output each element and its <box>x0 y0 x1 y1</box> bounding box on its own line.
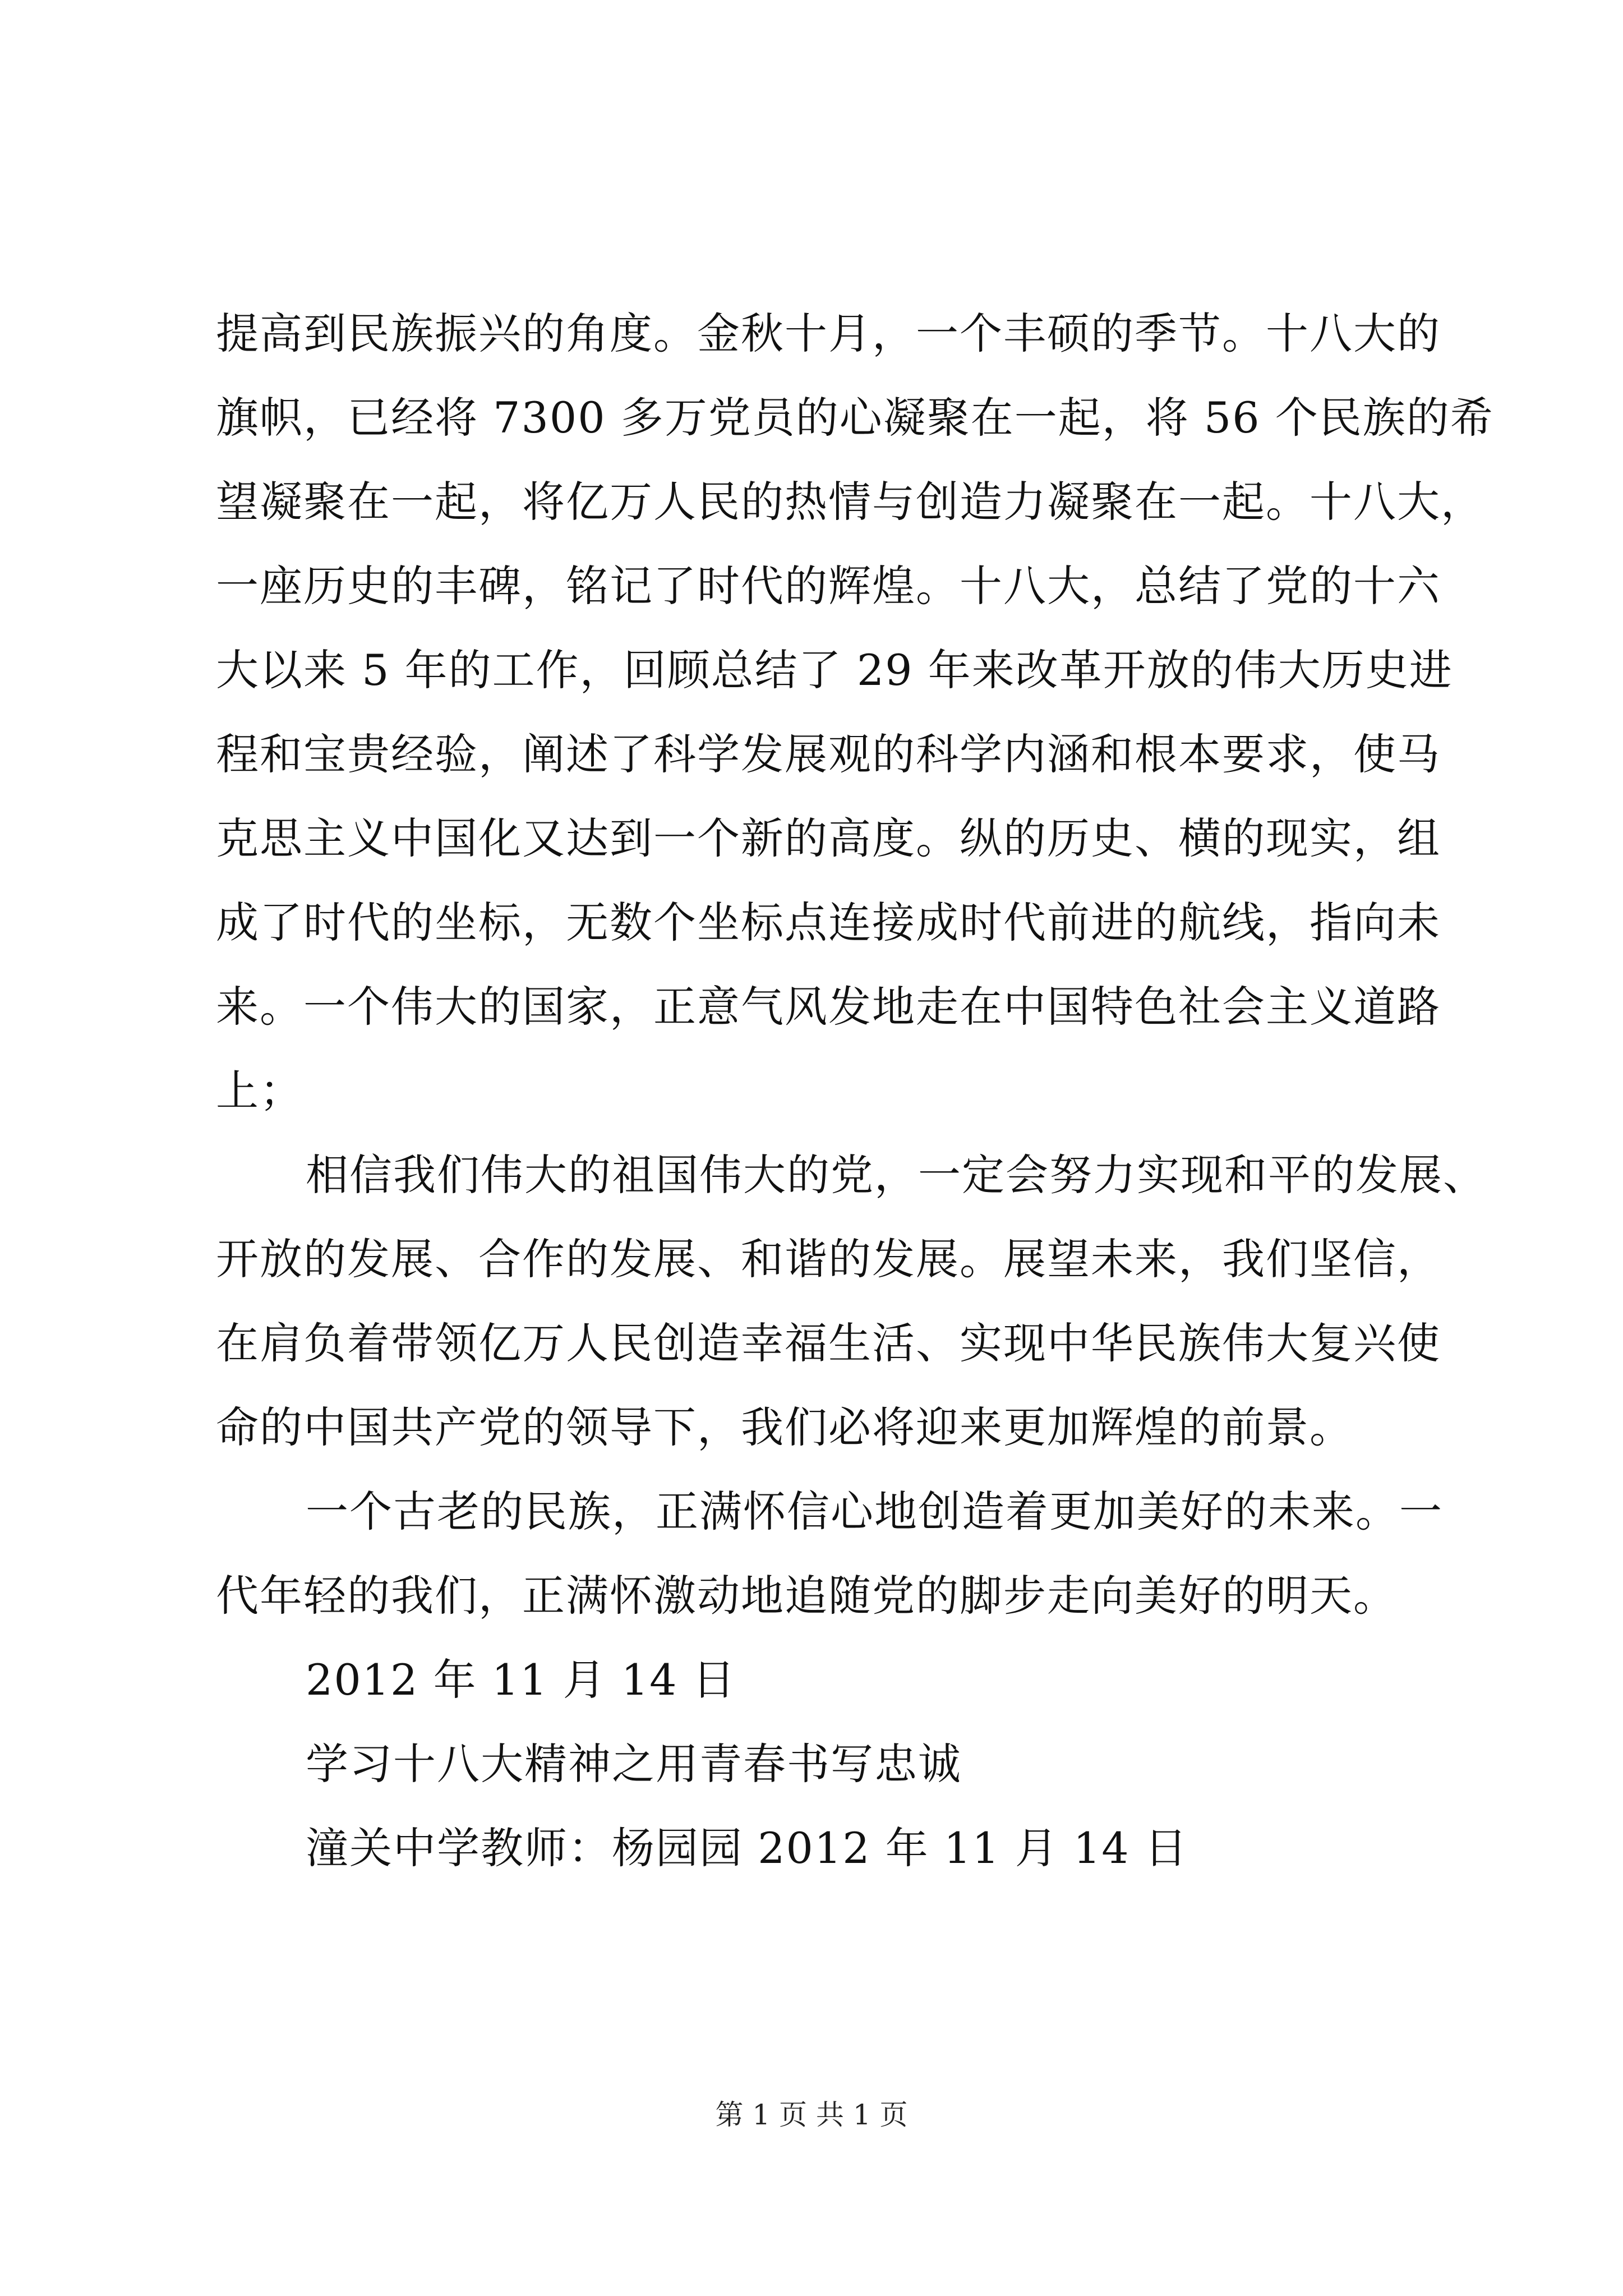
paragraph-2-line: 开放的发展、合作的发展、和谐的发展。展望未来，我们坚信， <box>216 1234 1441 1284</box>
paragraph-1-line: 上； <box>216 1066 303 1116</box>
paragraph-1-line: 成了时代的坐标，无数个坐标点连接成时代前进的航线，指向未 <box>216 898 1441 947</box>
paragraph-1-line: 旗帜，已经将 7300 多万党员的心凝聚在一起，将 56 个民族的希 <box>216 393 1494 443</box>
paragraph-1-line: 大以来 5 年的工作，回顾总结了 29 年来改革开放的伟大历史进 <box>216 645 1453 695</box>
paragraph-3-line: 代年轻的我们，正满怀激动地追随党的脚步走向美好的明天。 <box>216 1571 1397 1621</box>
paragraph-3-line: 一个古老的民族，正满怀信心地创造着更加美好的未来。一 <box>306 1487 1443 1536</box>
page-footer: 第 1 页 共 1 页 <box>715 2099 908 2131</box>
paragraph-1-line: 程和宝贵经验，阐述了科学发展观的科学内涵和根本要求，使马 <box>216 729 1441 779</box>
paragraph-2-line: 在肩负着带领亿万人民创造幸福生活、实现中华民族伟大复兴使 <box>216 1318 1441 1368</box>
paragraph-2-line: 命的中国共产党的领导下，我们必将迎来更加辉煌的前景。 <box>216 1402 1353 1452</box>
paragraph-1-line: 来。一个伟大的国家，正意气风发地走在中国特色社会主义道路 <box>216 982 1441 1032</box>
paragraph-2-line: 相信我们伟大的祖国伟大的党，一定会努力实现和平的发展、 <box>306 1150 1487 1200</box>
paragraph-1-line: 一座历史的丰碑，铭记了时代的辉煌。十八大，总结了党的十六 <box>216 561 1441 611</box>
paragraph-1-line: 望凝聚在一起，将亿万人民的热情与创造力凝聚在一起。十八大， <box>216 477 1484 527</box>
title-line: 学习十八大精神之用青春书写忠诚 <box>306 1739 962 1789</box>
date-line: 2012 年 11 月 14 日 <box>306 1655 736 1705</box>
paragraph-1-line: 提高到民族振兴的角度。金秋十月，一个丰硕的季节。十八大的 <box>216 309 1441 358</box>
author-line: 潼关中学教师：杨园园 2012 年 11 月 14 日 <box>306 1823 1188 1873</box>
paragraph-1-line: 克思主义中国化又达到一个新的高度。纵的历史、横的现实，组 <box>216 813 1441 863</box>
